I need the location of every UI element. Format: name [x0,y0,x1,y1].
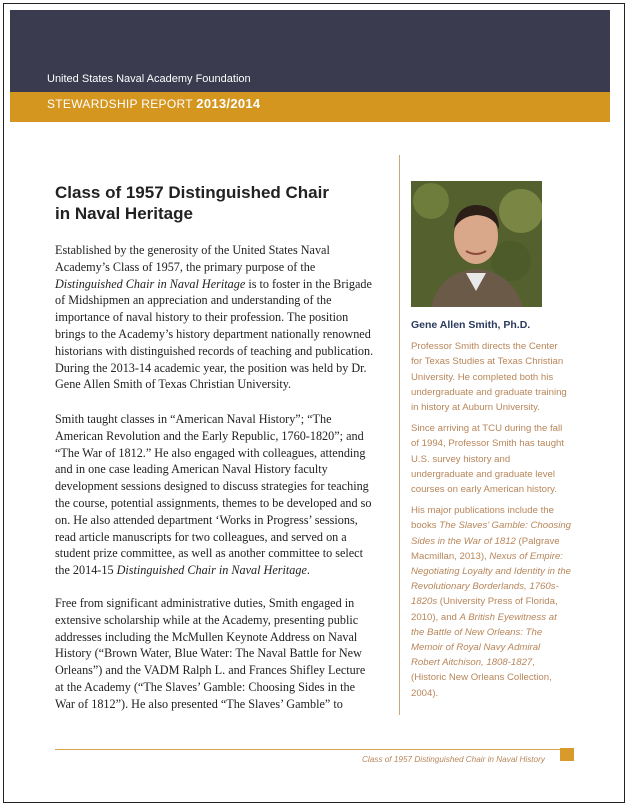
pub-2-title: Nexus of Empire: Negotiating Loyalty and Identity in the Revolutionary Borderlands, 1760s-1820s [411,550,572,608]
paragraph-2 [55,411,375,579]
paragraph-3: Free from significant administrative duties, Smith engaged in extensive scholarship while at the Academy, presenting public addresses including the McMullen Keynote Address on Naval History (“Brown Water, Blue Water: The Naval Battle for New Orleans”) and the VADM Ralph L. and Frances Shifley Lecture at the Academy (“The Slaves’ Gamble: Choosing Sides in the War of 1812”). He also presented “The Slaves’ Gamble” to [55,596,366,711]
page-title [55,182,375,224]
footer-marker [560,748,574,761]
bio-paragraph-2: Since arriving at TCU during the fall of 1994, Professor Smith has taught U.S. survey history and undergraduate and graduate level courses on early American history. [411,423,565,496]
footer-rule [55,749,565,750]
portrait-photo [411,181,542,307]
paragraph-1 [55,242,375,393]
pub-3-source: , (Historic New Orleans Collection, 2004). [411,657,552,699]
p2-italic: Distinguished Chair in Naval Heritage [116,563,307,578]
pub-3-title: A British Eyewitness at the Battle of New Orleans: The Memoir of Royal Navy Admiral Robert Aitchison, 1808-1827 [411,611,557,669]
title-line-2: in Naval Heritage [55,204,193,223]
pub-1-title: The Slaves’ Gamble: Choosing Sides in the War of 1812 [411,520,571,547]
p2-text-a: Smith taught classes in “American Naval History”; “The American Revolution and the Early Republic, 1760-1820”; and “The War of 1812.” He also engaged with colleagues, attending and in one case leading American Naval History faculty development sessions designed to discuss strategies for teaching the course, potential assignments, themes to be developed and so on. He also attended department ‘Works in Progress’ sessions, read article manuscripts for two colleagues, and served on a student prize committee, as well as another committee to select the 2014-15 [55,412,372,578]
report-label: STEWARDSHIP REPORT [47,97,193,111]
column-divider [399,155,400,715]
org-name: United States Naval Academy Foundation [47,73,251,85]
p1-italic: Distinguished Chair in Naval Heritage [55,276,246,291]
pub-1-source: (Palgrave Macmillan, 2013), [411,535,560,562]
p1-text-a: Established by the generosity of the United States Naval Academy’s Class of 1957, the primary purpose of the [55,243,330,274]
portrait-illustration [411,181,542,307]
pub-intro: His major publications include the books [411,505,554,532]
p2-text-b: . [306,563,310,578]
bio-publications [411,503,571,701]
bio-name: Gene Allen Smith, Ph.D. [411,319,531,331]
p1-text-b: is to foster in the Brigade of Midshipmen an appreciation and understanding of the importance of naval history to their profession. The position brings to the Academy’s history department nationally renowned historians with distinguished records of teaching and publication. During the 2013-14 academic year, the position was held by Dr. Gene Allen Smith of Texas Christian University. [55,276,374,392]
bio-sidebar [411,318,571,707]
report-title [47,96,260,111]
report-year: 2013/2014 [196,96,261,111]
bio-paragraph-1: Professor Smith directs the Center for Texas Studies at Texas Christian University. He completed both his undergraduate and graduate training in history at Auburn University. [411,341,567,414]
footer-text: Class of 1957 Distinguished Chair in Naval History [362,755,545,764]
pub-2-source: (University Press of Florida, 2010), and [411,596,558,623]
title-line-1: Class of 1957 Distinguished Chair [55,183,329,202]
